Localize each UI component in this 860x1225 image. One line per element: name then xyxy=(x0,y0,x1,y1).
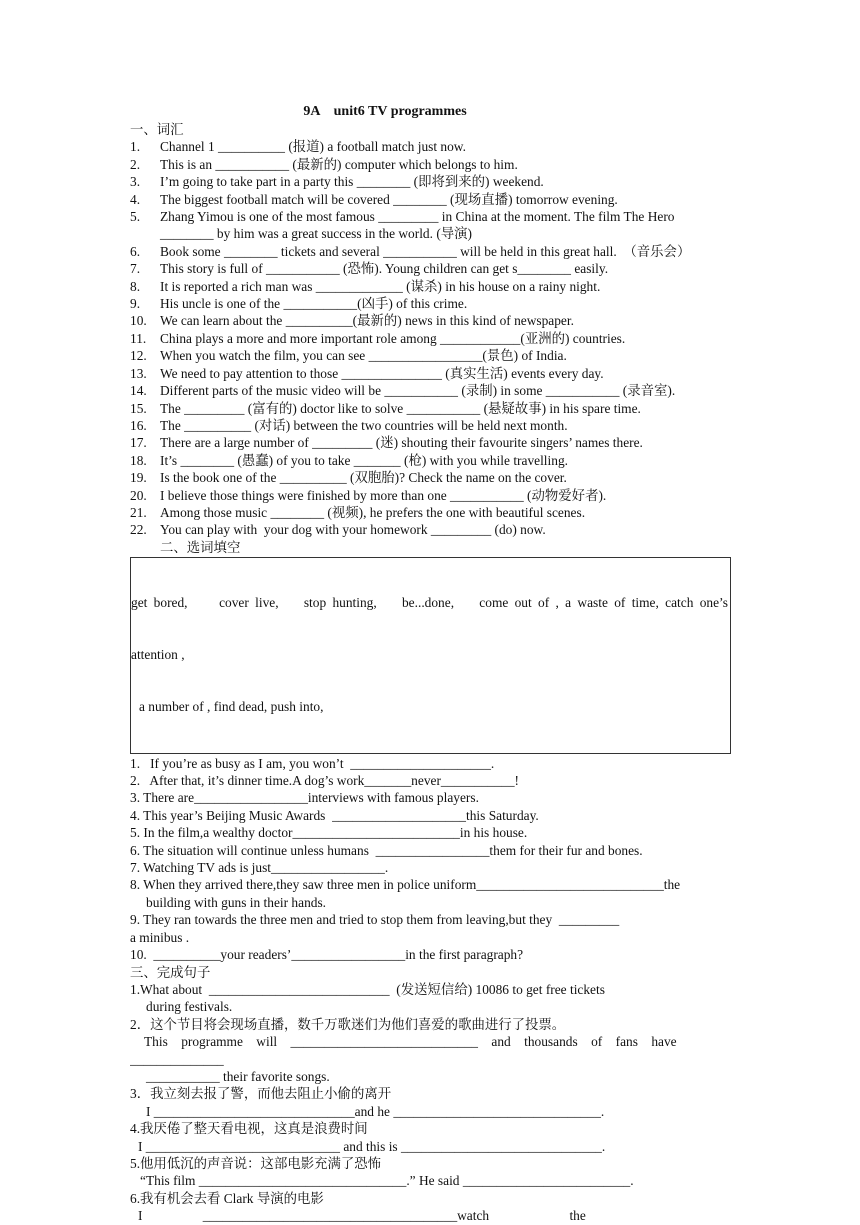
item-number: 1. xyxy=(130,139,141,155)
vocabulary-item xyxy=(130,487,731,504)
item-number: 8. xyxy=(130,278,141,294)
item-number: 9. xyxy=(130,296,141,312)
vocabulary-item xyxy=(130,400,731,417)
sentence-prompt: 4.我厌倦了整天看电视，这真是浪费时间 xyxy=(130,1121,368,1137)
vocabulary-item xyxy=(130,504,731,521)
fill-in-item: 9. They ran towards the three men and tried to stop them from leaving,but they _________ xyxy=(130,912,620,928)
item-number: 19. xyxy=(130,470,147,486)
fill-in-item: 2. After that, it’s dinner time.A dog’s work_______never___________! xyxy=(130,773,520,789)
fill-in-item: 3. There are_________________interviews with famous players. xyxy=(130,790,479,806)
sentence-prompt: 3．我立刻去报了警，而他去阻止小偷的离开 xyxy=(130,1086,392,1102)
vocabulary-item xyxy=(130,191,731,208)
sentence-line: “This film _______________________________.” He said _________________________. xyxy=(140,1173,634,1189)
item-number: 14. xyxy=(130,383,147,399)
sentence-prompt: 6.我有机会去看 Clark 导演的电影 xyxy=(130,1190,324,1206)
item-text: Channel 1 __________ (报道) a football match just now. xyxy=(160,139,466,155)
item-text: The biggest football match will be covered ________ (现场直播) tomorrow evening. xyxy=(160,191,618,207)
sentence-line: This programme will ____________________________ and thousands of fans have xyxy=(144,1034,677,1050)
item-text: Zhang Yimou is one of the most famous _________ in China at the moment. The film The Hero ________ by him was a great success in the world. (导演) xyxy=(160,209,678,242)
fill-in-item: 7. Watching TV ads is just_________________. xyxy=(130,860,389,876)
item-text: This story is full of ___________ (恐怖). Young children can get s________ easily. xyxy=(160,261,609,277)
fill-in-item: 1. If you’re as busy as I am, you won’t _____________________. xyxy=(130,755,495,771)
item-text: We can learn about the __________(最新的) news in this kind of newspaper. xyxy=(160,313,574,329)
fill-in-item-continued: building with guns in their hands. xyxy=(146,894,327,910)
item-number: 17. xyxy=(130,435,147,451)
item-text: China plays a more and more important role among ____________(亚洲的) countries. xyxy=(160,330,626,346)
section-heading-vocabulary: 一、词汇 xyxy=(130,122,184,137)
vocabulary-item xyxy=(130,469,731,486)
item-text: There are a large number of _________ (迷) shouting their favourite singers’ names there. xyxy=(160,435,643,451)
item-number: 7. xyxy=(130,261,141,277)
worksheet-body xyxy=(130,121,731,1225)
item-number: 13. xyxy=(130,365,147,381)
fill-in-item: 10. __________your readers’_________________in the first paragraph? xyxy=(130,947,524,963)
sentence-line: I ______________________________and he _______________________________. xyxy=(146,1103,605,1119)
sentence-line: 1.What about ___________________________ (发送短信给) 10086 to get free tickets xyxy=(130,981,605,997)
item-text: Different parts of the music video will be ___________ (录制) in some ___________ (录音室). xyxy=(160,383,676,399)
vocabulary-item xyxy=(130,365,731,382)
item-number: 3. xyxy=(130,174,141,190)
sentence-prompt: 2．这个节目将会现场直播，数千万歌迷们为他们喜爱的歌曲进行了投票。 xyxy=(130,1016,566,1032)
item-text: I’m going to take part in a party this ________ (即将到来的) weekend. xyxy=(160,174,544,190)
item-number: 18. xyxy=(130,452,147,468)
item-number: 10. xyxy=(130,313,147,329)
item-text: We need to pay attention to those _______________ (真实生活) events every day. xyxy=(160,365,604,381)
item-text: You can play with your dog with your homework _________ (do) now. xyxy=(160,522,546,538)
section-heading-fill-in: 二、选词填空 xyxy=(160,539,241,555)
item-number: 22. xyxy=(130,522,147,538)
sentence-line: during festivals. xyxy=(146,999,233,1015)
vocabulary-item xyxy=(130,452,731,469)
item-number: 12. xyxy=(130,348,147,364)
sentence-line: ______________ xyxy=(130,1051,224,1067)
item-number: 16. xyxy=(130,417,147,433)
item-text: I believe those things were finished by more than one ___________ (动物爱好者). xyxy=(160,487,607,503)
vocabulary-item xyxy=(130,417,731,434)
vocabulary-item xyxy=(130,260,731,277)
sentence-line: ___________ their favorite songs. xyxy=(146,1068,330,1084)
vocabulary-item xyxy=(130,312,731,329)
item-number: 5. xyxy=(130,209,141,225)
item-number: 4. xyxy=(130,191,141,207)
word-box xyxy=(130,557,731,753)
vocabulary-item xyxy=(130,138,731,155)
item-text: The __________ (对话) between the two countries will be held next month. xyxy=(160,417,568,433)
word-box-line: get bored, cover live, stop hunting, be...done, come out of , a waste of time, catch one’s xyxy=(131,594,728,610)
word-box-line: a number of , find dead, push into, xyxy=(139,699,324,715)
item-text: It is reported a rich man was _____________ (谋杀) in his house on a rainy night. xyxy=(160,278,601,294)
item-text: When you watch the film, you can see _________________(景色) of India. xyxy=(160,348,567,364)
section-heading-complete-sentences: 三、完成句子 xyxy=(130,964,211,980)
fill-in-item: 5. In the film,a wealthy doctor_________________________in his house. xyxy=(130,825,528,841)
fill-in-item: 4. This year’s Beijing Music Awards ____________________this Saturday. xyxy=(130,807,539,823)
vocabulary-item xyxy=(130,382,731,399)
fill-in-item: 8. When they arrived there,they saw three men in police uniform____________________________the xyxy=(130,877,681,893)
vocabulary-item xyxy=(130,347,731,364)
vocabulary-list xyxy=(130,138,731,538)
vocabulary-item xyxy=(130,208,731,243)
item-text: This is an ___________ (最新的) computer which belongs to him. xyxy=(160,156,518,172)
item-number: 6. xyxy=(130,243,141,259)
item-number: 11. xyxy=(130,330,147,346)
sentence-line: I _____________________________ and this is ______________________________. xyxy=(138,1138,606,1154)
item-text: Is the book one of the __________ (双胞胎)? Check the name on the cover. xyxy=(160,470,567,486)
vocabulary-item xyxy=(130,173,731,190)
item-text: His uncle is one of the ___________(凶手) of this crime. xyxy=(160,296,468,312)
item-number: 2. xyxy=(130,156,141,172)
item-text: It’s ________ (愚蠢) of you to take _______ (枪) with you while travelling. xyxy=(160,452,568,468)
fill-in-item: 6. The situation will continue unless humans _________________them for their fur and bones. xyxy=(130,842,643,858)
vocabulary-item xyxy=(130,434,731,451)
word-box-line: attention , xyxy=(131,647,185,663)
page-title: 9A unit6 TV programmes xyxy=(303,104,467,119)
item-number: 21. xyxy=(130,504,147,520)
vocabulary-item xyxy=(130,156,731,173)
vocabulary-item xyxy=(130,521,731,538)
vocabulary-item xyxy=(130,243,731,260)
vocabulary-item xyxy=(130,295,731,312)
item-text: Book some ________ tickets and several ___________ will be held in this great hall. （音乐会） xyxy=(160,243,691,259)
item-number: 15. xyxy=(130,400,147,416)
vocabulary-item xyxy=(130,278,731,295)
fill-in-item-continued: a minibus . xyxy=(130,929,190,945)
item-number: 20. xyxy=(130,487,147,503)
item-text: The _________ (富有的) doctor like to solve ___________ (悬疑故事) in his spare time. xyxy=(160,400,641,416)
vocabulary-item xyxy=(130,330,731,347)
sentence-prompt: 5.他用低沉的声音说：这部电影充满了恐怖 xyxy=(130,1155,382,1171)
item-text: Among those music ________ (视频), he prefers the one with beautiful scenes. xyxy=(160,504,586,520)
sentence-line: I ______________________________________watch the xyxy=(138,1208,586,1224)
